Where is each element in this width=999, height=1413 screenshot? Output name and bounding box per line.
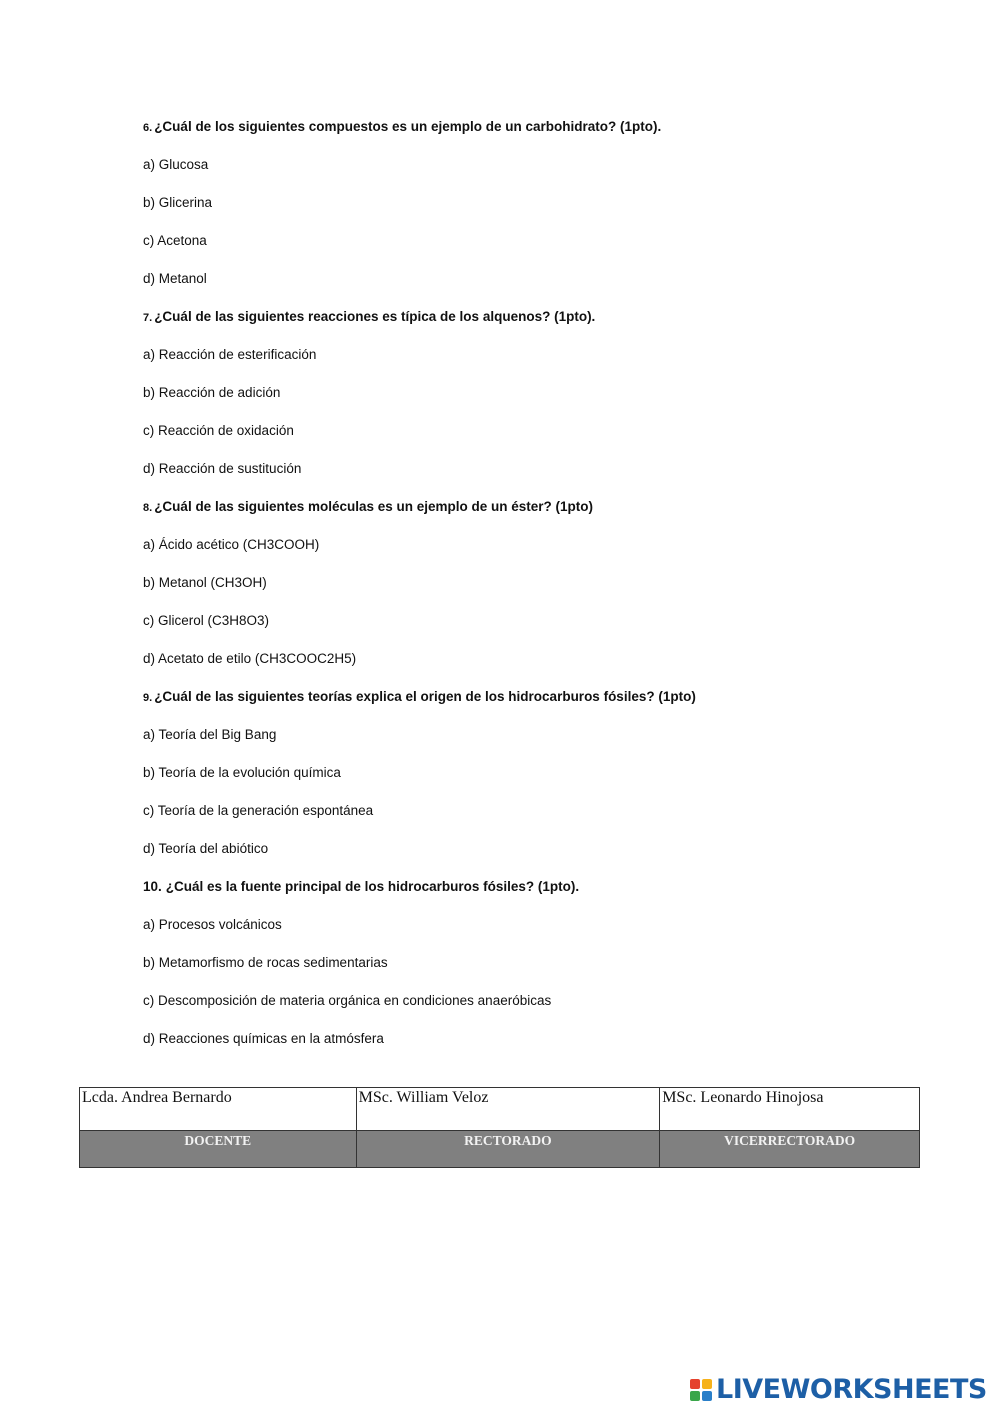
logo-square xyxy=(702,1379,712,1389)
liveworksheets-logo[interactable] xyxy=(690,1374,987,1405)
option: b) Teoría de la evolución química xyxy=(143,765,341,780)
question-text: ¿Cuál de los siguientes compuestos es un ejemplo de un carbohidrato? (1pto). xyxy=(154,119,662,134)
logo-mark-icon xyxy=(690,1379,712,1401)
role-rectorado: RECTORADO xyxy=(356,1131,660,1168)
signature-names-row xyxy=(80,1088,920,1131)
option: c) Glicerol (C3H8O3) xyxy=(143,613,270,628)
option: d) Reacciones químicas en la atmósfera xyxy=(143,1031,384,1046)
question-number: 7. xyxy=(143,312,153,324)
signature-table xyxy=(79,1087,920,1168)
option: b) Metamorfismo de rocas sedimentarias xyxy=(143,955,388,970)
signature-roles-row xyxy=(80,1131,920,1168)
question-9 xyxy=(143,689,696,706)
option: d) Metanol xyxy=(143,271,207,286)
signature-name-docente: Lcda. Andrea Bernardo xyxy=(80,1088,357,1131)
question-number: 8. xyxy=(143,502,153,514)
logo-square xyxy=(702,1391,712,1401)
option: c) Reacción de oxidación xyxy=(143,423,294,438)
option: b) Glicerina xyxy=(143,195,213,210)
question-number: 10. xyxy=(143,879,162,894)
option: a) Teoría del Big Bang xyxy=(143,727,277,742)
option: a) Reacción de esterificación xyxy=(143,347,317,362)
option: a) Procesos volcánicos xyxy=(143,917,282,932)
question-10 xyxy=(143,879,579,895)
question-text: ¿Cuál de las siguientes teorías explica el origen de los hidrocarburos fósiles? (1pto) xyxy=(154,689,696,704)
option: a) Glucosa xyxy=(143,157,209,172)
option: a) Ácido acético (CH3COOH) xyxy=(143,537,320,552)
question-8 xyxy=(143,499,593,516)
signature-name-vicerrectorado: MSc. Leonardo Hinojosa xyxy=(660,1088,920,1131)
logo-square xyxy=(690,1379,700,1389)
option: b) Metanol (CH3OH) xyxy=(143,575,267,590)
option: d) Acetato de etilo (CH3COOC2H5) xyxy=(143,651,357,666)
role-vicerrectorado: VICERRECTORADO xyxy=(660,1131,920,1168)
signature-name-rectorado: MSc. William Veloz xyxy=(356,1088,660,1131)
option: d) Reacción de sustitución xyxy=(143,461,302,476)
option: c) Descomposición de materia orgánica en condiciones anaeróbicas xyxy=(143,993,552,1008)
option: c) Teoría de la generación espontánea xyxy=(143,803,374,818)
option: b) Reacción de adición xyxy=(143,385,281,400)
option: c) Acetona xyxy=(143,233,207,248)
question-number: 6. xyxy=(143,122,153,134)
question-text: ¿Cuál de las siguientes reacciones es típica de los alquenos? (1pto). xyxy=(154,309,596,324)
option: d) Teoría del abiótico xyxy=(143,841,269,856)
question-7 xyxy=(143,309,595,326)
question-text: ¿Cuál de las siguientes moléculas es un ejemplo de un éster? (1pto) xyxy=(154,499,594,514)
logo-square xyxy=(690,1391,700,1401)
question-text: ¿Cuál es la fuente principal de los hidrocarburos fósiles? (1pto). xyxy=(165,879,580,894)
role-docente: DOCENTE xyxy=(80,1131,357,1168)
question-number: 9. xyxy=(143,692,153,704)
logo-text: LIVEWORKSHEETS xyxy=(716,1374,987,1405)
question-6 xyxy=(143,119,661,136)
